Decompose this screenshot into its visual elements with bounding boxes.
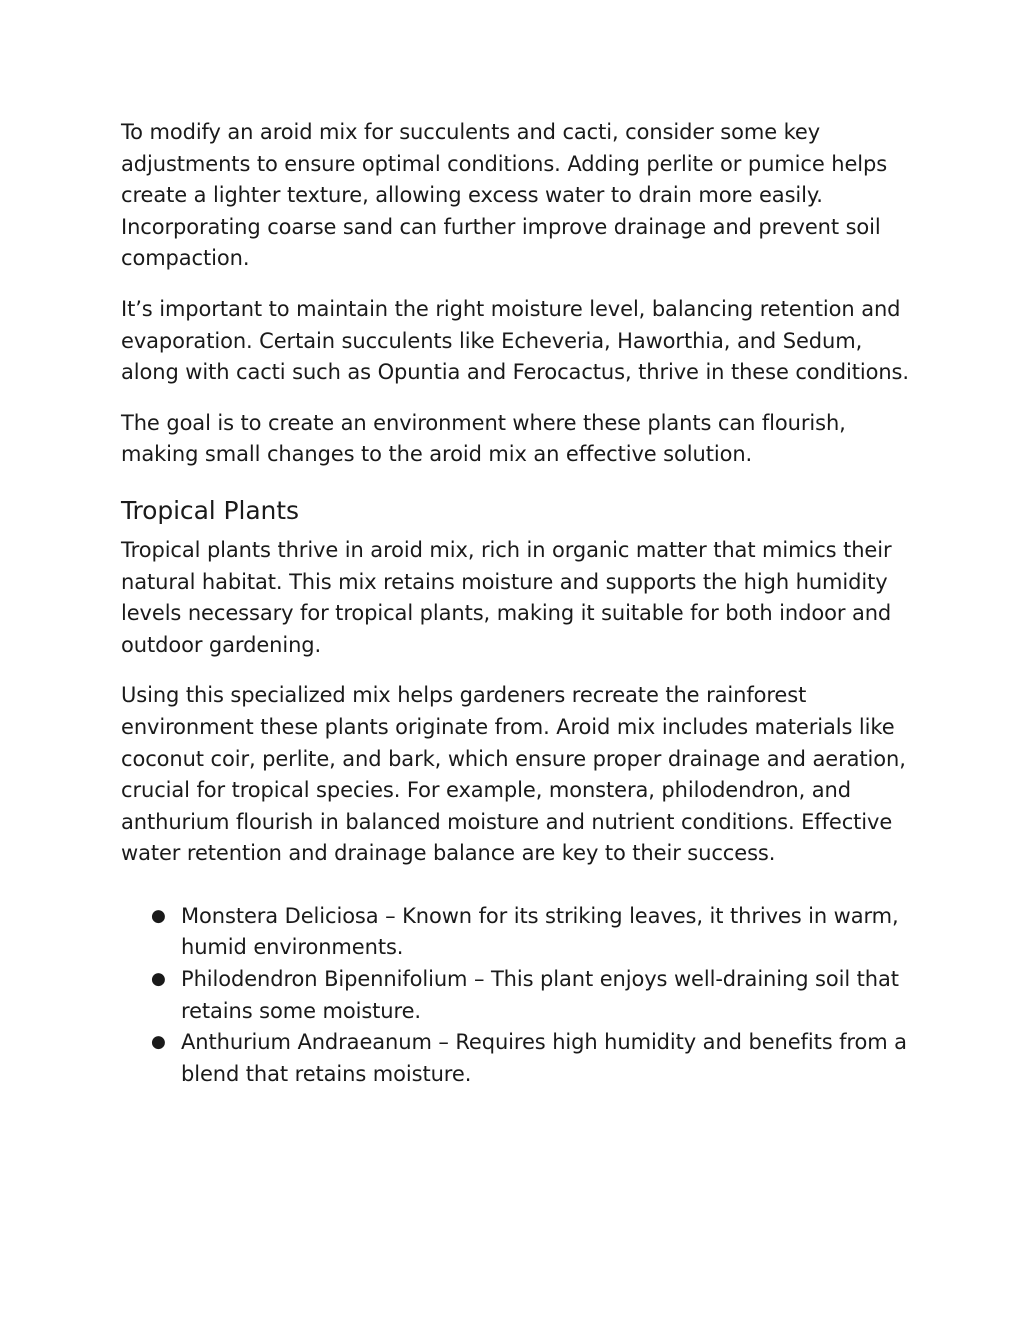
paragraph-tropical-2: Using this specialized mix helps gardeners recreate the rainforest environment these plants originate from. Aroid mix includes materials like coconut coir, perlite, and bark, which ensure proper drainage and aeration, crucial for tropical species. For example, monstera, philodendron, and anthurium flourish in balanced moisture and nutrient conditions. Effective water retention and drainage balance are key to their success.	[121, 683, 906, 866]
paragraph-intro-2: It’s important to maintain the right moisture level, balancing retention and evaporation. Certain succulents like Echeveria, Haworthia, and Sedum, along with cacti such as Opuntia and Ferocactus, thrive in these conditions.	[121, 296, 909, 385]
paragraph-intro-1: To modify an aroid mix for succulents and cacti, consider some key adjustments to ensure optimal conditions. Adding perlite or pumice helps create a lighter texture, allowing excess water to drain more easily. Incorporating coarse sand can further improve drainage and prevent soil compaction.	[121, 120, 888, 271]
list-item-text: Monstera Deliciosa – Known for its striking leaves, it thrives in warm, humid environments.	[181, 903, 899, 960]
list-item	[121, 1027, 911, 1090]
list-item	[121, 901, 911, 964]
section-heading-tropical-plants: Tropical Plants	[121, 495, 299, 525]
plant-bullet-list	[121, 901, 911, 1091]
bullet-icon: ●	[151, 905, 166, 926]
paragraph-intro-3: The goal is to create an environment where these plants can flourish, making small changes to the aroid mix an effective solution.	[121, 410, 846, 467]
paragraph-tropical-1: Tropical plants thrive in aroid mix, rich in organic matter that mimics their natural habitat. This mix retains moisture and supports the high humidity levels necessary for tropical plants, making it suitable for both indoor and outdoor gardening.	[121, 537, 892, 657]
list-item	[121, 964, 911, 1027]
list-item-text: Anthurium Andraeanum – Requires high humidity and benefits from a blend that retains moisture.	[181, 1030, 907, 1086]
bullet-icon: ●	[151, 1032, 166, 1053]
bullet-icon: ●	[151, 969, 166, 990]
document-page	[121, 117, 911, 1090]
list-item-text: Philodendron Bipennifolium – This plant enjoys well-draining soil that retains some moisture.	[181, 967, 899, 1023]
